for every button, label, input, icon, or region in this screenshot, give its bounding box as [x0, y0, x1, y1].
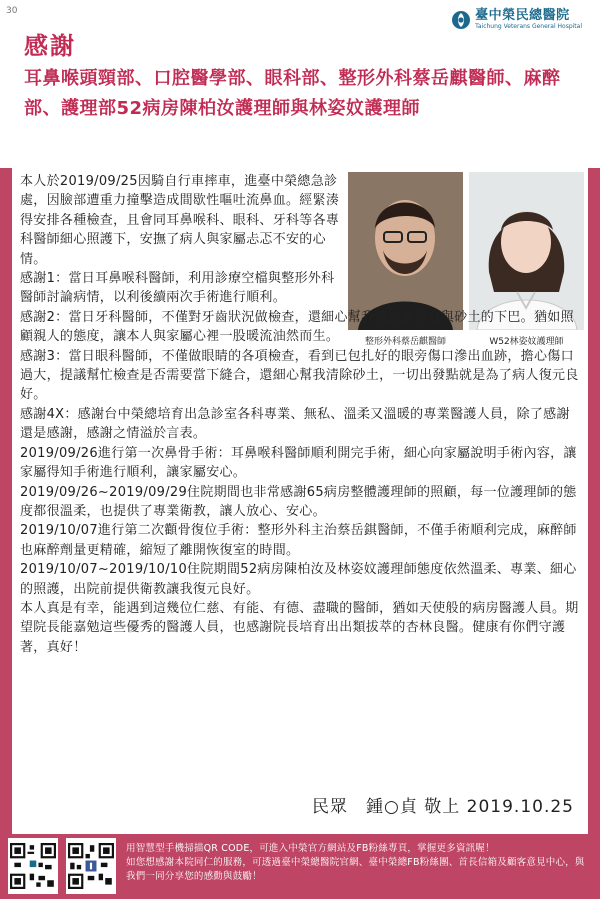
letter-paragraph: 2019/09/26~2019/09/29住院期間也非常感謝65病房整體護理師的照顧，每一位護理師的態度都很溫柔，也提供了專業衛教，讓人放心、安心。: [20, 484, 577, 519]
hospital-name-en: Taichung Veterans General Hospital: [475, 23, 582, 30]
footer-line-feedback: 如您想感謝本院同仁的服務，可透過臺中榮總醫院官網、臺中榮總FB粉絲團、首長信箱及顧客意見中心，與我們一同分享您的感動與鼓勵！: [126, 857, 585, 882]
hospital-name-zh: 臺中榮民總醫院: [475, 8, 570, 23]
page-subtitle: 耳鼻喉頭頸部、口腔醫學部、眼科部、整形外科蔡岳麒醫師、麻醉部、護理部52病房陳柏汝護理師與林姿妏護理師: [24, 68, 561, 119]
qr-code-icon: [68, 843, 114, 889]
letter-paragraph: 感謝4X：感謝台中榮總培育出急診室各科專業、無私、溫柔又溫暖的專業醫護人員，除了感謝還是感謝，感謝之情溢於言表。: [20, 406, 570, 442]
letter-paragraph: 感謝1：當日耳鼻喉科醫師，利用診療空檔與整形外科醫師討論病情，以利後續兩次手術進行順利。: [20, 271, 335, 306]
footer-line-qr: 用智慧型手機掃描QR CODE，可進入中榮官方網站及FB粉絲專頁，掌握更多資訊喔！: [126, 843, 495, 854]
letter-card: [0, 168, 600, 846]
hospital-emblem-icon: [451, 10, 471, 30]
letter-paragraph: 2019/09/26進行第一次鼻骨手術：耳鼻喉科醫師順利開完手術，細心向家屬說明手術內容，讓家屬得知手術進行順利，讓家屬安心。: [20, 445, 577, 481]
footer-bar: [0, 834, 600, 899]
letter-paragraph: 本人真是有幸，能遇到這幾位仁慈、有能、有德、盡職的醫師，猶如天使般的病房醫護人員。期望院長能嘉勉這些優秀的醫護人員，也感謝院長培育出出類拔萃的杏林良醫。健康有你們守護著，真好！: [20, 600, 579, 655]
letter-paragraph: 本人於2019/09/25因騎自行車摔車，進臺中榮總急診處，因臉部遭重力撞擊造成間歇性嘔吐流鼻血。經緊湊得安排各種檢查，且會同耳鼻喉科、眼科、牙科等各專科醫師細心照護下，安撫了病人與家屬忐忑不安的心情。: [20, 174, 340, 267]
qr-code-facebook[interactable]: [66, 838, 116, 894]
page-number: 30: [6, 6, 18, 16]
hospital-logo[interactable]: [451, 8, 582, 31]
qr-code-icon: [10, 843, 56, 889]
letter-panel: [12, 168, 588, 834]
nurse-photo-caption: W52林姿妏護理師: [489, 337, 564, 347]
letter-paragraph: 感謝2：當日牙科醫師，不僅對牙齒狀況做檢查，還細心幫我清洗混著血與砂土的下巴。猶如照顧親人的態度，讓本人與家屬心裡一股暖流油然而生。: [20, 309, 574, 345]
letter-body: [20, 172, 580, 657]
qr-code-website[interactable]: [8, 838, 58, 894]
page-title: 感謝: [24, 32, 76, 60]
signature: 民眾 鍾○貞 敬上 2019.10.25: [312, 797, 574, 817]
doctor-photo-caption: 整形外科蔡岳麒醫師: [364, 337, 446, 347]
letter-paragraph: 2019/10/07進行第二次顴骨復位手術：整形外科主治蔡岳錤醫師，不僅手術順利完成，麻醉師也麻醉劑量更精確，縮短了離開恢復室的時間。: [20, 523, 577, 558]
letter-paragraph: 感謝3：當日眼科醫師，不僅做眼睛的各項檢查，看到已包扎好的眼旁傷口滲出血跡，擔心傷口過大，提議幫忙檢查是否需要當下縫合，還細心幫我清除砂土，一切出發點就是為了病人復元良好。: [20, 348, 579, 403]
footer-text: [126, 842, 594, 884]
letter-paragraph: 2019/10/07~2019/10/10住院期間52病房陳柏汝及林姿妏護理師態度依然溫柔、專業、細心的照護，出院前提供衛教讓我復元良好。: [20, 562, 577, 597]
